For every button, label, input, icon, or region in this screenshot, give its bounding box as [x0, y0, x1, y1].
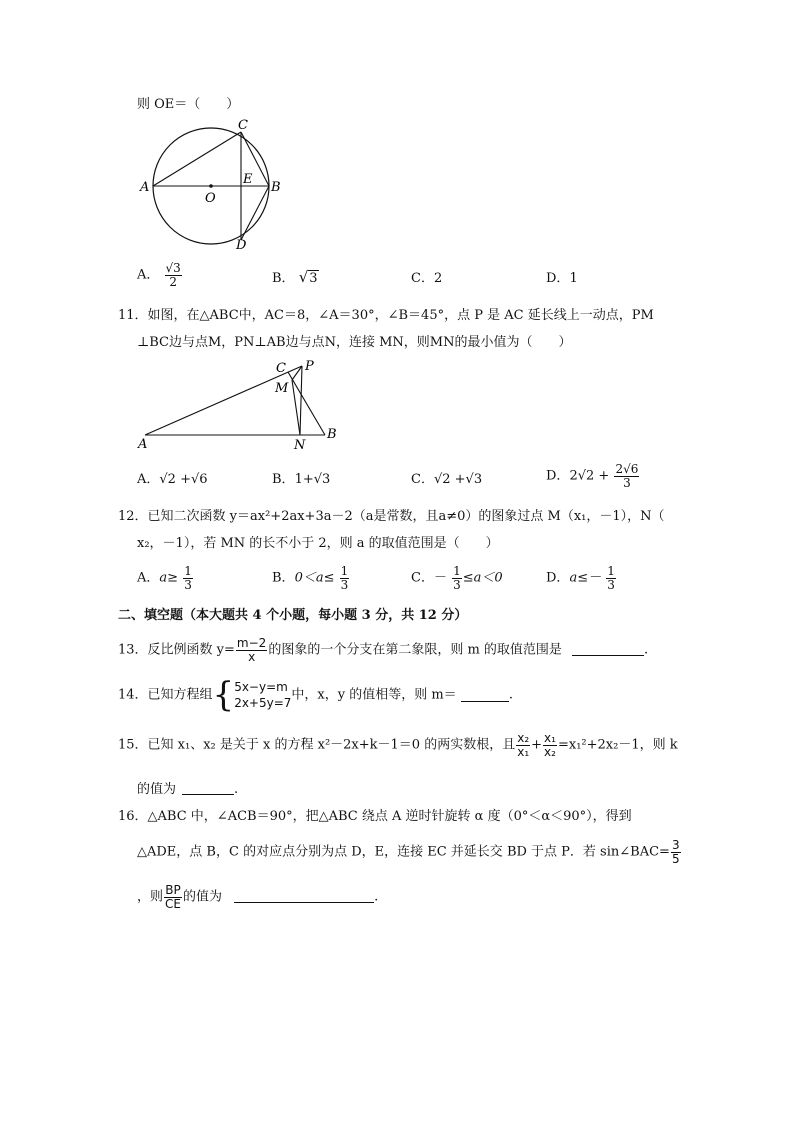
- label-M: M: [275, 381, 289, 396]
- q16-line2: △ADE，点 B，C 的对应点分别为点 D，E，连接 EC 并延长交 BD 于点 P．若 sin∠BAC= $\frac{3}{5}$: [137, 838, 680, 866]
- label-B: B: [327, 427, 337, 442]
- label-A: A: [138, 437, 148, 452]
- q14-answer-blank[interactable]: [461, 689, 509, 702]
- section2-heading: 二、填空题（本大题共 4 个小题，每小题 3 分，共 12 分）: [118, 608, 468, 623]
- q11-line1: 11．如图，在△ABC中，AC＝8，∠A＝30°，∠B＝45°，点 P 是 AC 延长线上一动点，PM: [118, 308, 654, 323]
- q16-line3: ，则 $\frac{BP}{CE}$ 的值为 .: [137, 883, 379, 911]
- label-B: B: [271, 180, 281, 195]
- q15-answer-blank[interactable]: [182, 782, 234, 795]
- q10-intro: 则 OE＝（ ）: [137, 97, 240, 112]
- q12-option-c: C．－ $\frac{1}{3}$ ≤a＜0: [411, 564, 503, 592]
- q11-option-a: A．√2 +√6: [137, 472, 208, 487]
- label-P: P: [305, 359, 314, 374]
- q12-option-a: A．a≥ $\frac{1}{3}$: [137, 564, 192, 592]
- q10-option-a: A． $\frac{√3}{2}$: [137, 261, 181, 289]
- q10-option-d: D．1: [546, 271, 578, 286]
- q12-line1: 12．已知二次函数 y＝ax²+2ax+3a－2（a是常数，且a≠0）的图象过点 M（x₁，－1），N（: [118, 509, 665, 524]
- q11-option-b: B．1+√3: [272, 472, 331, 487]
- q16-line1: 16．△ABC 中，∠ACB＝90°，把△ABC 绕点 A 逆时针旋转 α 度（0°＜α＜90°），得到: [118, 809, 632, 824]
- label-C: C: [238, 118, 248, 133]
- label-O: O: [205, 191, 216, 206]
- q16-answer-blank[interactable]: [234, 890, 374, 903]
- q11-option-c: C．√2 +√3: [411, 472, 483, 487]
- q12-option-d: D．a≤－ $\frac{1}{3}$: [546, 564, 615, 592]
- q14: 14．已知方程组{ 5x−y=m 2x+5y=7 中，x，y 的值相等，则 m＝ .: [118, 675, 513, 715]
- q12-line2: x₂，－1），若 MN 的长不小于 2，则 a 的取值范围是（ ）: [137, 536, 499, 551]
- label-E: E: [243, 172, 253, 187]
- q15-line1: 15．已知 x₁、x₂ 是关于 x 的方程 x²－2x+k－1＝0 的两实数根，且 $\frac{\text{x₂}}{\text{x₁}}$ + $\frac{\text{x₁}}{\text{x₂}}$ =x₁²+2x₂－1，则 k: [118, 731, 678, 759]
- q11-option-d: D．2√2 + $\frac{2√6}{3}$: [546, 462, 639, 490]
- q13-answer-blank[interactable]: [572, 643, 644, 656]
- q12-option-b: B．0＜a≤ $\frac{1}{3}$: [272, 564, 349, 592]
- label-D: D: [236, 238, 247, 253]
- label-N: N: [294, 438, 306, 453]
- q10-option-c: C．2: [411, 271, 443, 286]
- label-C: C: [276, 361, 286, 376]
- label-A: A: [140, 180, 150, 195]
- q11-triangle-figure: [0, 355, 794, 455]
- q13: 13．反比例函数 y= $\frac{m-2}{x}$ 的图象的一个分支在第二象限，则 m 的取值范围是 .: [118, 636, 649, 664]
- q15-line2: 的值为 .: [137, 782, 239, 797]
- q10-option-b: B． √3: [272, 268, 318, 286]
- q11-line2: ⊥BC边与点M，PN⊥AB边与点N，连接 MN，则MN的最小值为（ ）: [137, 335, 572, 350]
